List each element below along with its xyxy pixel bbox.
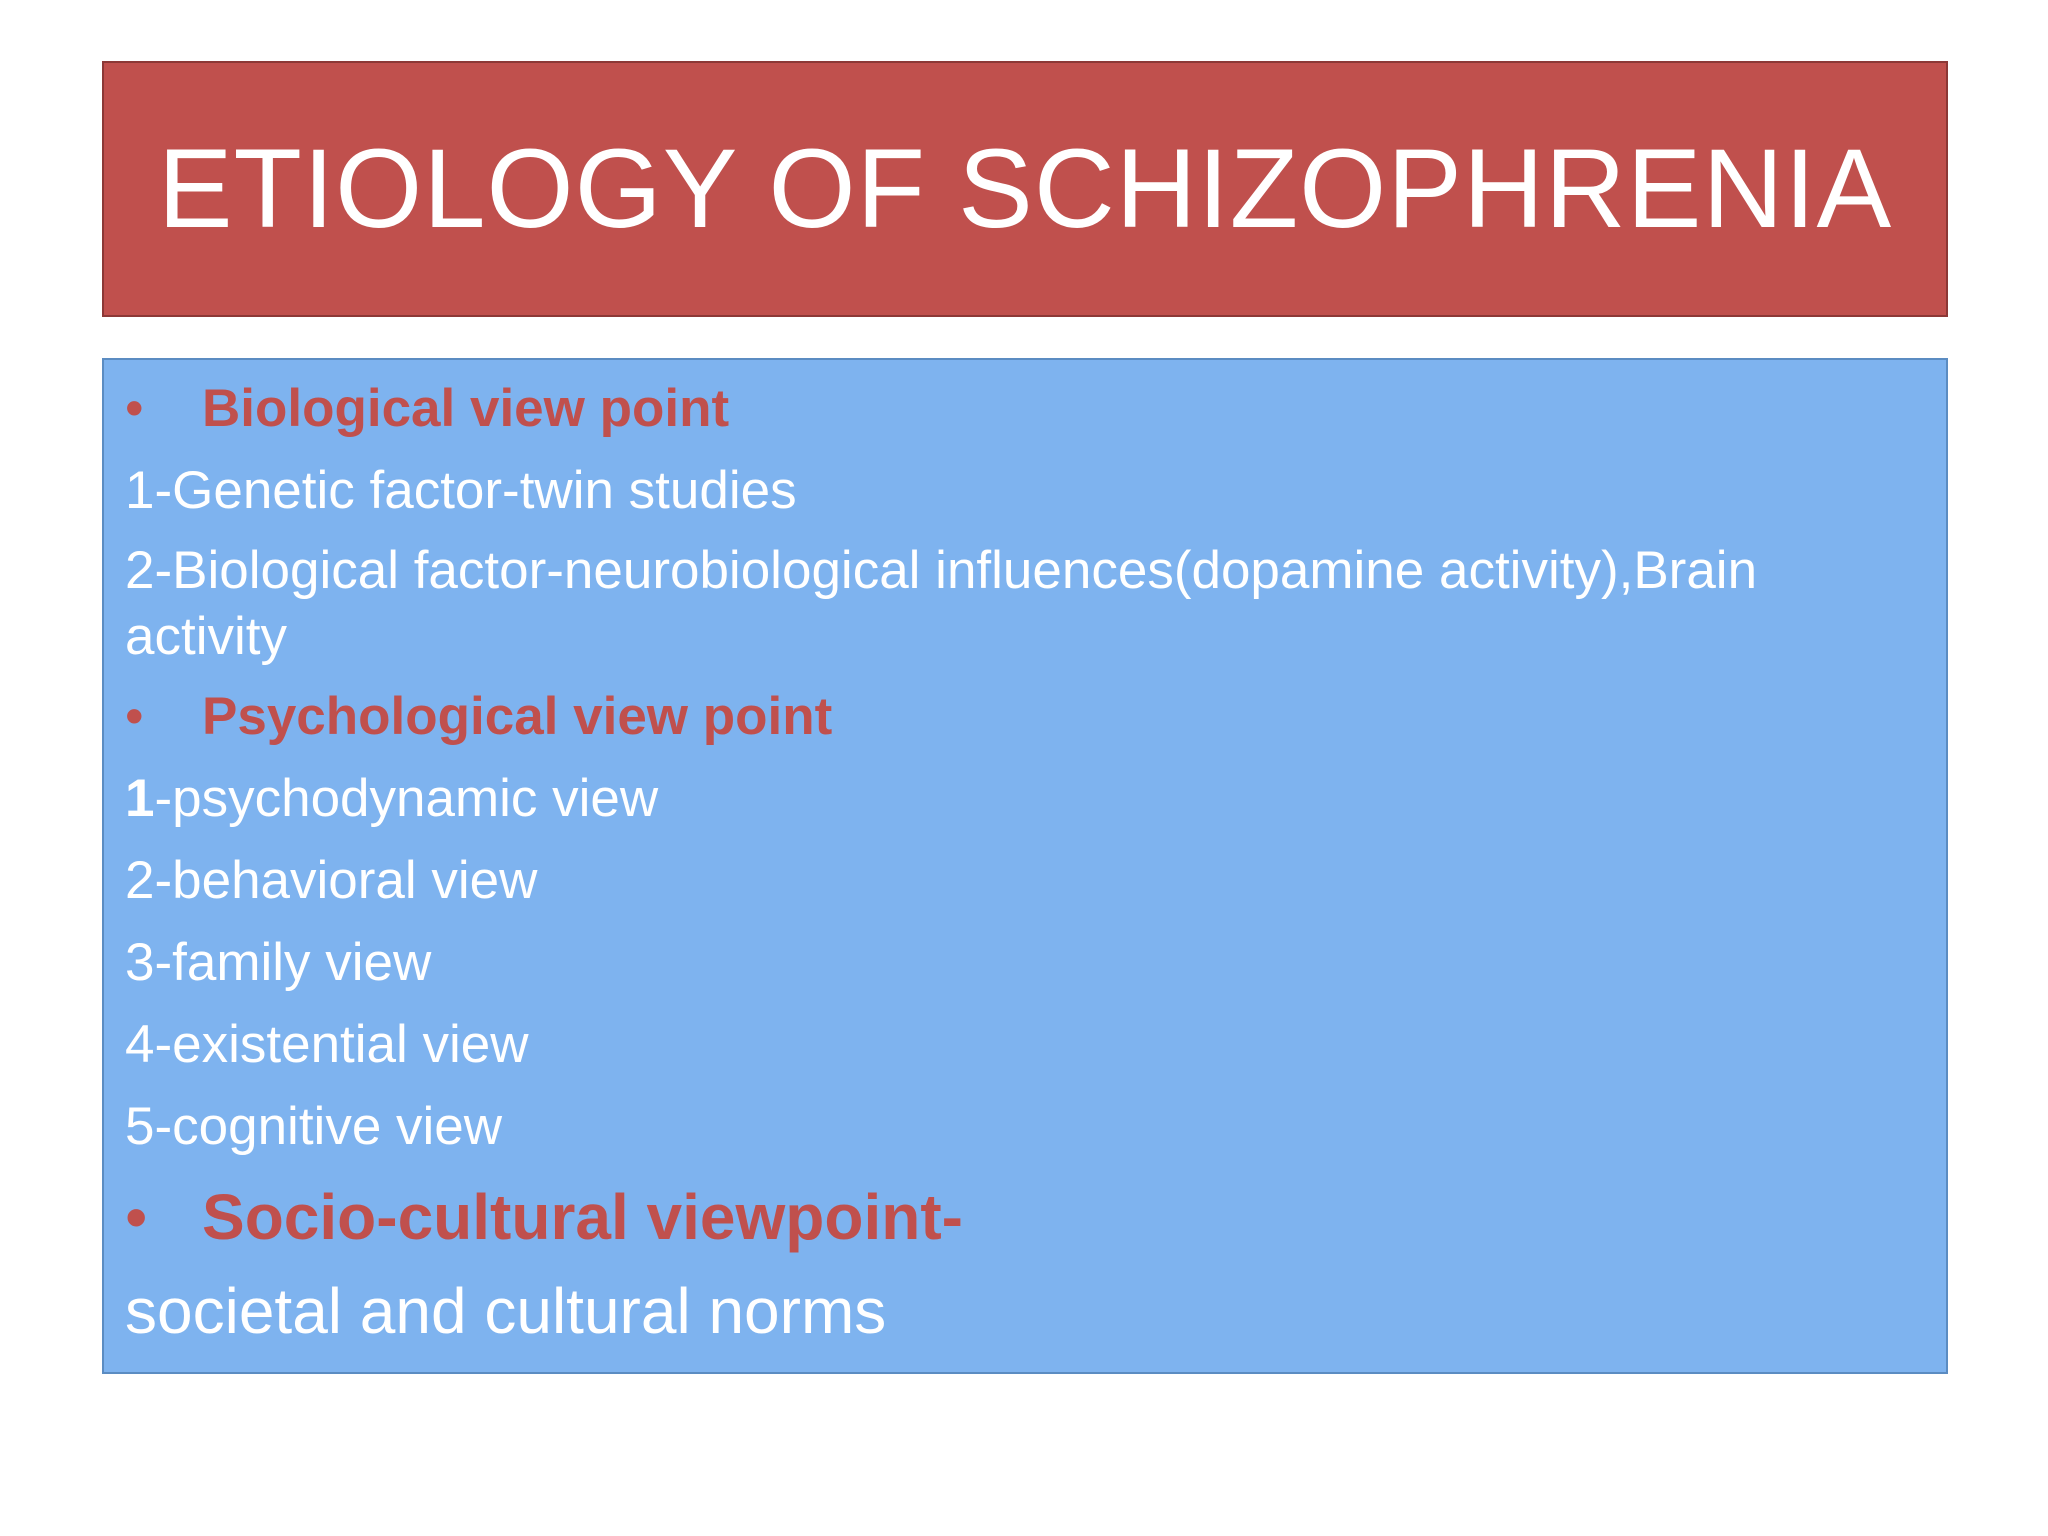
sociocultural-text: societal and cultural norms [125,1275,887,1347]
title-banner [102,61,1948,317]
biological-item-1: 1-Genetic factor-twin studies [125,461,797,520]
biological-item-2: 2-Biological factor-neurobiological influences(dopamine activity),Brain activity [125,541,1758,666]
psychological-heading [125,682,1926,752]
psychological-item-1-text: -psychodynamic view [154,769,659,828]
sociocultural-heading [125,1174,1926,1260]
psychological-item-1 [125,764,1926,834]
biological-heading [125,374,1926,444]
bullet-icon: • [125,379,144,438]
psychological-item-3: 3-family view [125,933,432,992]
psychological-item-1-number: 1 [125,769,155,828]
content-panel [102,358,1948,1374]
psychological-item-2: 2-behavioral view [125,851,538,910]
psychological-heading-text: Psychological view point [202,687,833,746]
psychological-item-4: 4-existential view [125,1015,529,1074]
bullet-icon: • [125,687,144,746]
slide-title: ETIOLOGY OF SCHIZOPHRENIA [157,126,1893,251]
biological-heading-text: Biological view point [202,379,730,438]
bullet-icon: • [125,1181,148,1253]
psychological-item-5: 5-cognitive view [125,1097,503,1156]
sociocultural-heading-text: Socio-cultural viewpoint- [202,1181,963,1253]
